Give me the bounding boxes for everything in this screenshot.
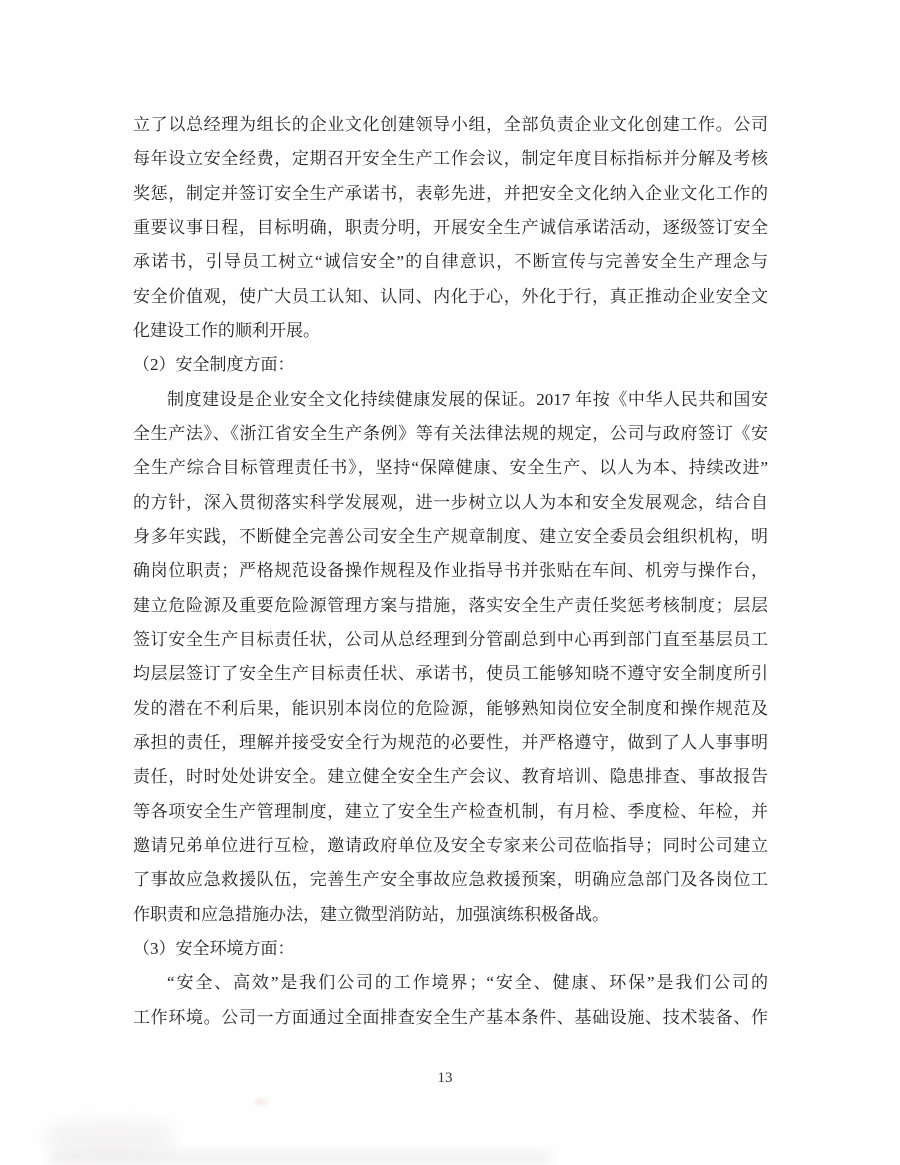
text-line: “安全、高效”是我们公司的工作境界；“安全、健康、环保”是我们公司的	[167, 973, 768, 993]
text-line: 了事故应急救援队伍，完善生产安全事故应急救援预案，明确应急部门及各岗位工	[133, 870, 768, 890]
text-line: 均层层签订了安全生产目标责任状、承诺书，使员工能够知晓不遵守安全制度所引	[133, 664, 768, 684]
text-line: 工作环境。公司一方面通过全面排查安全生产基本条件、基础设施、技术装备、作	[133, 1007, 768, 1027]
text-line: 的方针，深入贯彻落实科学发展观，进一步树立以人为本和安全发展观念，结合自	[133, 492, 768, 512]
text-line: 奖惩，制定并签订安全生产承诺书，表彰先进，并把安全文化纳入企业文化工作的	[133, 183, 768, 203]
text-line: 建立危险源及重要危险源管理方案与措施，落实安全生产责任奖惩考核制度；层层	[133, 595, 768, 615]
text-line: 签订安全生产目标责任状，公司从总经理到分管副总到中心再到部门直至基层员工	[133, 629, 768, 649]
scan-smudge	[50, 1152, 550, 1164]
text-line: 全生产法》、《浙江省安全生产条例》等有关法律法规的规定，公司与政府签订《安	[133, 423, 768, 443]
text-line: 发的潜在不利后果，能识别本岗位的危险源，能够熟知岗位安全制度和操作规范及	[133, 698, 768, 718]
scan-smudge	[254, 1099, 268, 1105]
text-line: 承诺书，引导员工树立“诚信安全”的自律意识，不断宣传与完善安全生产理念与	[133, 252, 768, 272]
text-line: 重要议事日程，目标明确，职责分明，开展安全生产诚信承诺活动，逐级签订安全	[133, 217, 768, 237]
text-line: 身多年实践，不断健全完善公司安全生产规章制度、建立安全委员会组织机构，明	[133, 526, 768, 546]
text-line: 化建设工作的顺利开展。	[133, 320, 320, 340]
text-line: 责任，时时处处讲安全。建立健全安全生产会议、教育培训、隐患排查、事故报告	[133, 767, 768, 787]
text-line: 安全价值观，使广大员工认知、认同、内化于心，外化于行，真正推动企业安全文	[133, 286, 768, 306]
text-line: 立了以总经理为组长的企业文化创建领导小组，全部负责企业文化创建工作。公司	[133, 115, 768, 134]
text-line: 每年设立安全经费，定期召开安全生产工作会议，制定年度目标指标并分解及考核	[133, 149, 768, 169]
text-line: 等各项安全生产管理制度，建立了安全生产检查机制，有月检、季度检、年检，并	[133, 801, 768, 821]
text-line: （2）安全制度方面：	[133, 355, 295, 375]
text-line: 承担的责任，理解并接受安全行为规范的必要性，并严格遵守，做到了人人事事明	[133, 732, 768, 752]
scan-smudge	[45, 1120, 175, 1155]
text-line: （3）安全环境方面：	[133, 938, 295, 958]
text-line: 邀请兄弟单位进行互检，邀请政府单位及安全专家来公司莅临指导；同时公司建立	[133, 835, 768, 855]
text-line: 全生产综合目标管理责任书》，坚持“保障健康、安全生产、以人为本、持续改进”	[133, 458, 768, 478]
text-line: 作职责和应急措施办法，建立微型消防站，加强演练积极备战。	[133, 904, 609, 924]
document-body	[133, 108, 768, 1035]
text-line: 制度建设是企业安全文化持续健康发展的保证。2017 年按《中华人民共和国安	[167, 389, 768, 409]
text-line: 确岗位职责；严格规范设备操作规程及作业指导书并张贴在车间、机旁与操作台，	[133, 561, 768, 581]
page-number: 13	[437, 1070, 453, 1086]
